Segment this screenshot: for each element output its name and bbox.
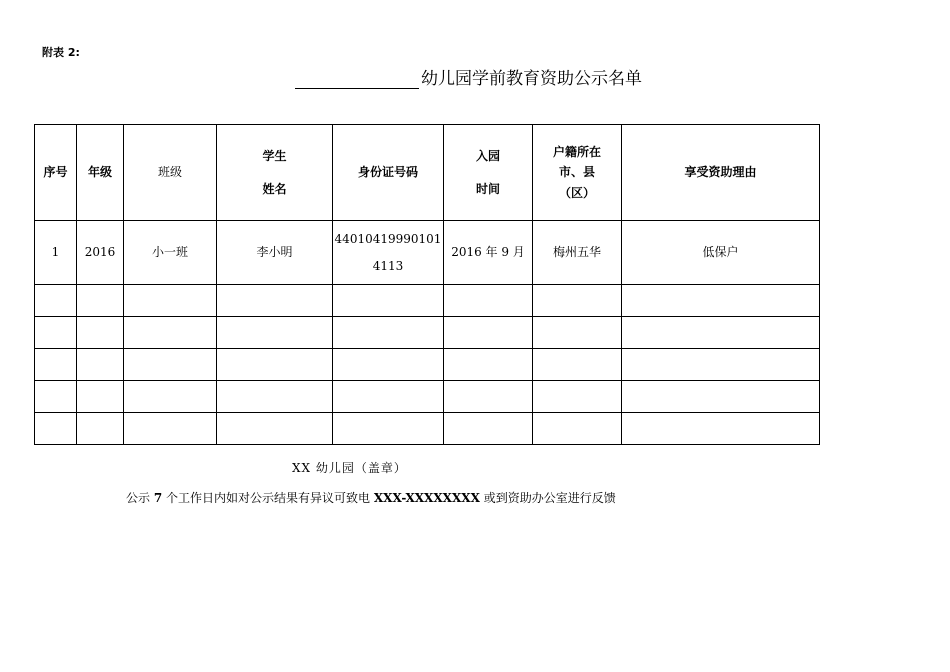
cell-class: 小一班: [124, 221, 217, 285]
table-header-row: [35, 125, 820, 221]
empty-table-row: [35, 349, 820, 381]
header-student-name: 学生 姓名: [217, 125, 333, 221]
appendix-label: 附表 2:: [42, 46, 80, 59]
stamp-text: XX 幼儿园（盖章）: [292, 461, 407, 475]
header-enroll-time: 入园 时间: [444, 125, 533, 221]
title-text: 幼儿园学前教育资助公示名单: [421, 69, 642, 89]
table-row: [35, 221, 820, 285]
phone-number: XXX-XXXXXXXX: [373, 491, 480, 505]
header-grade: 年级: [77, 125, 124, 221]
cell-grade: 2016: [77, 221, 124, 285]
header-reason: 享受资助理由: [622, 125, 820, 221]
header-hukou: 户籍所在 市、县 （区）: [533, 125, 622, 221]
kindergarten-name-blank: [295, 71, 419, 89]
empty-table-row: [35, 381, 820, 413]
cell-reason: 低保户: [622, 221, 820, 285]
cell-seq: 1: [35, 221, 77, 285]
cell-hukou: 梅州五华: [533, 221, 622, 285]
header-id-number: 身份证号码: [333, 125, 444, 221]
cell-id-number: 44010419990101 4113: [333, 221, 444, 285]
cell-name: 李小明: [217, 221, 333, 285]
header-seq: 序号: [35, 125, 77, 221]
notice-text: 公示 7 个工作日内如对公示结果有异议可致电 XXX-XXXXXXXX 或到资助办公室进行反馈: [126, 491, 616, 505]
subsidy-list-table: [34, 124, 820, 445]
page-title: [295, 64, 642, 89]
header-class: 班级: [124, 125, 217, 221]
empty-table-row: [35, 413, 820, 445]
cell-enroll-time: 2016 年 9 月: [444, 221, 533, 285]
empty-table-row: [35, 285, 820, 317]
empty-table-row: [35, 317, 820, 349]
